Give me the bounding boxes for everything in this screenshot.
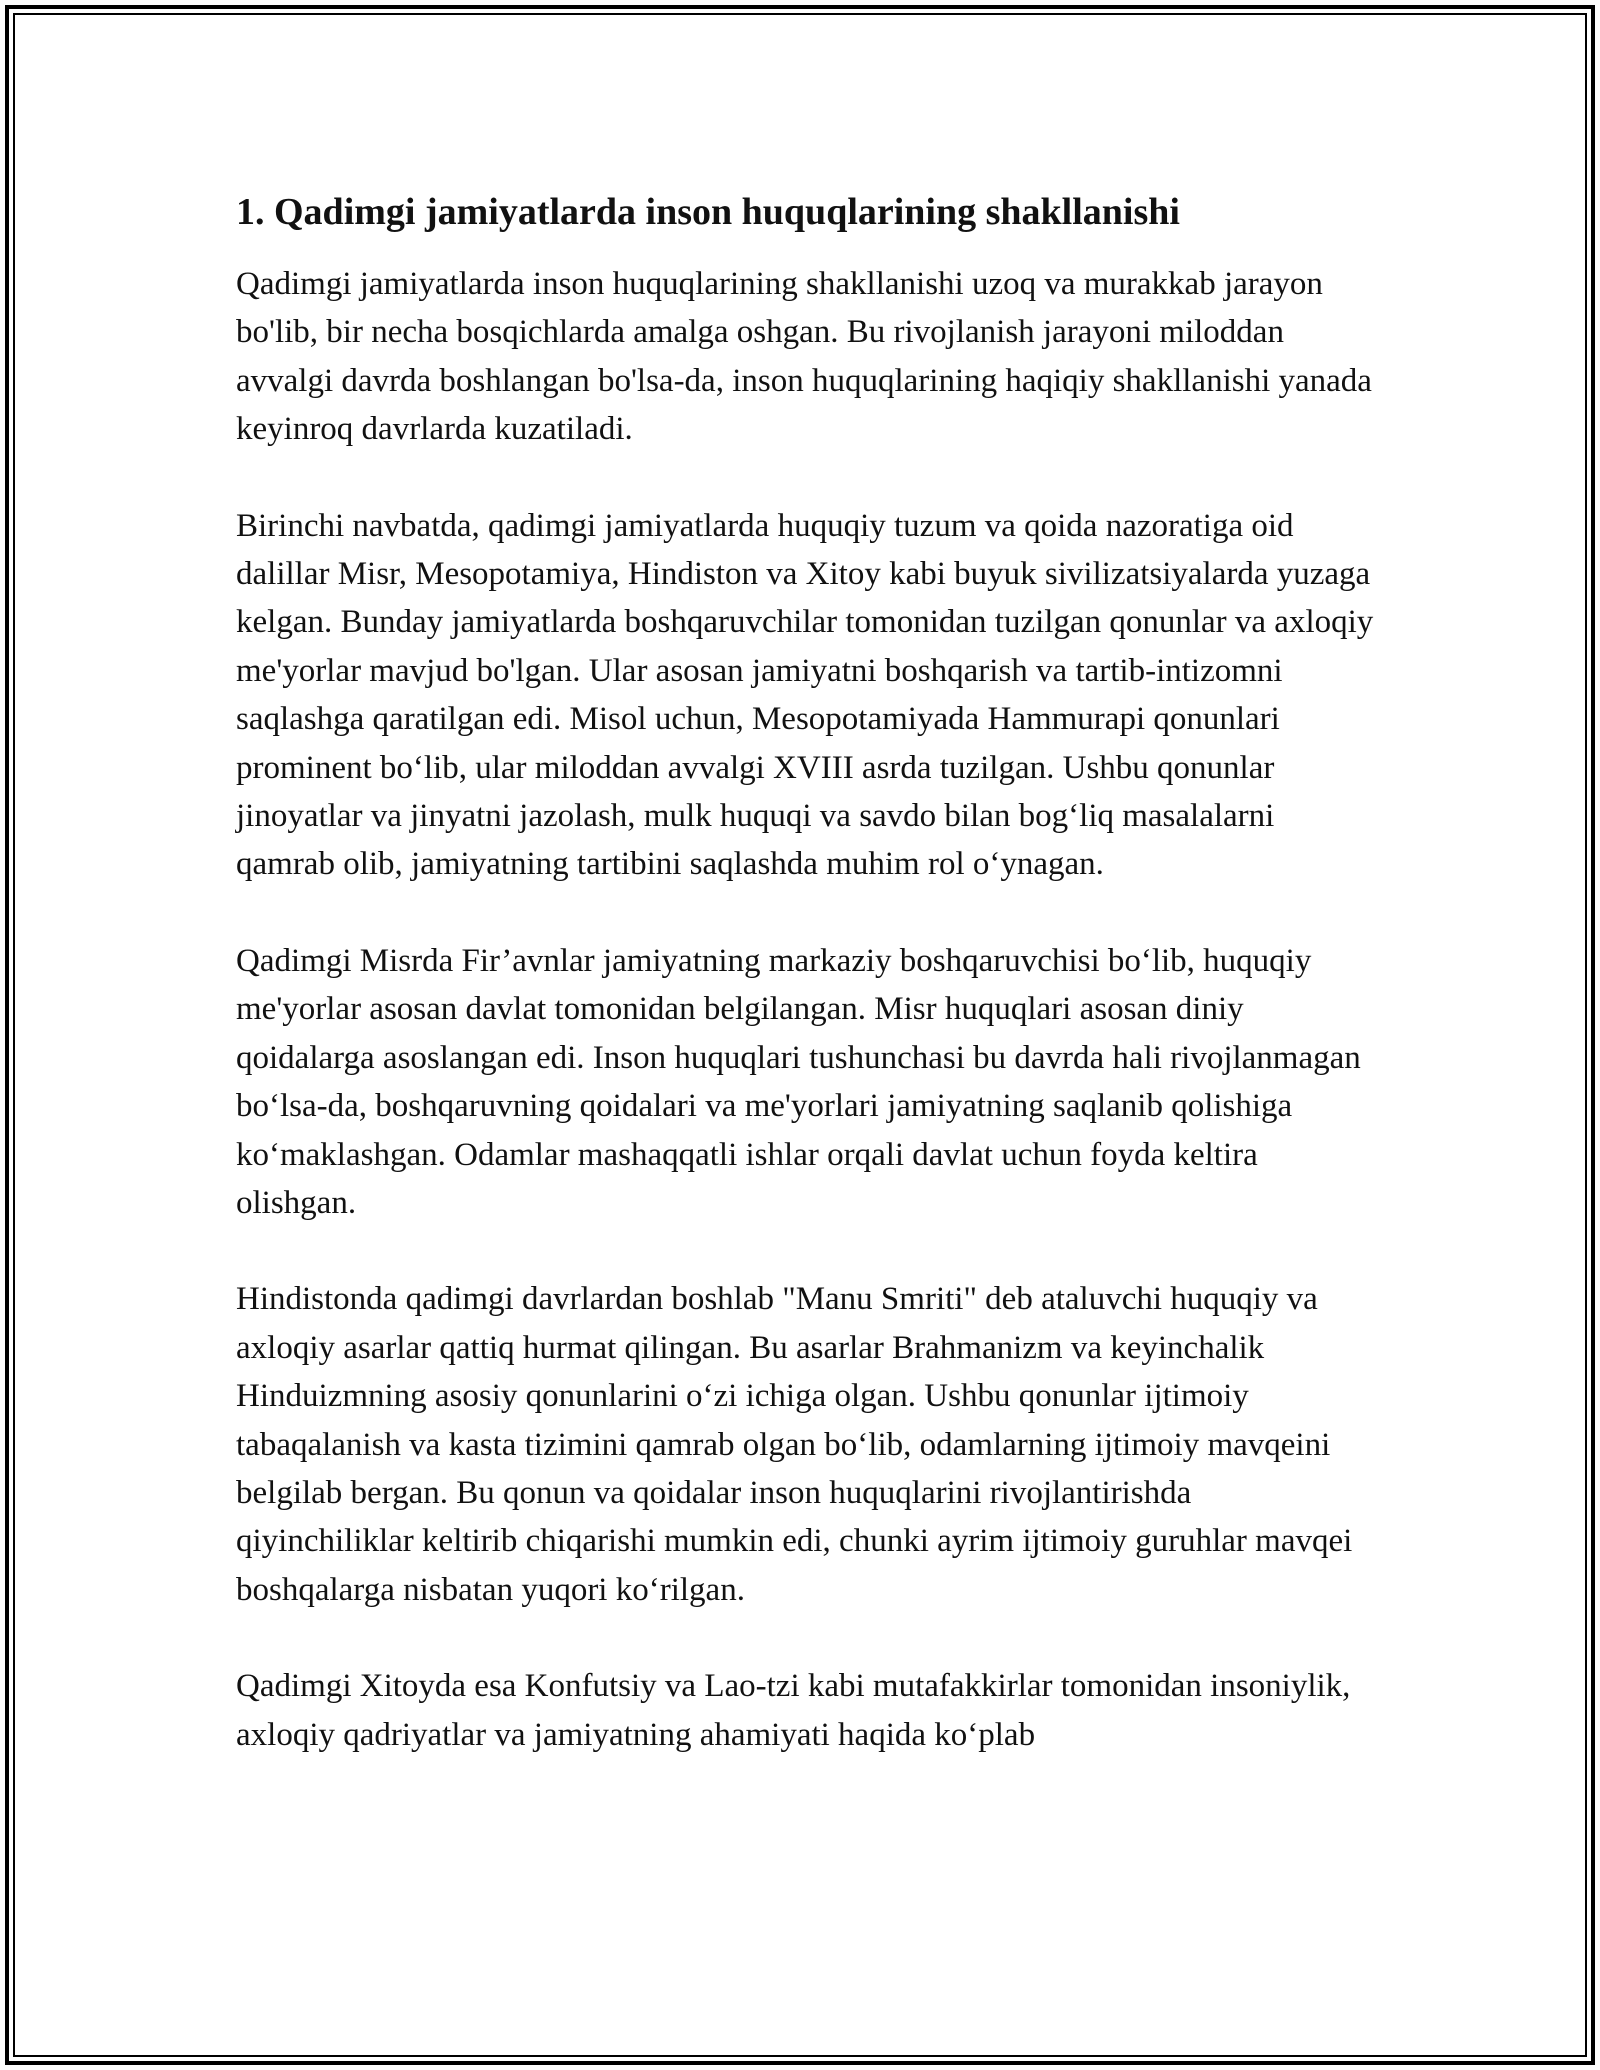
paragraph-civilizations: Birinchi navbatda, qadimgi jamiyatlarda huquqiy tuzum va qoida nazoratiga oid dalillar Misr, Mesopotamiya, Hindiston va Xitoy kabi buyuk sivilizatsiyalarda yuzaga kelgan. Bunday jamiyatlarda boshqaruvchilar tomonidan tuzilgan qonunlar va axloqiy me'yorlar mavjud bo'lgan. Ular asosan jamiyatni boshqarish va tartib-intizomni saqlashga qaratilgan edi. Misol uchun, Mesopotamiyada Hammurapi qonunlari prominent bo‘lib, ular miloddan avvalgi XVIII asrda tuzilgan. Ushbu qonunlar jinoyatlar va jinyatni jazolash, mulk huquqi va savdo bilan bog‘liq masalalarni qamrab olib, jamiyatning tartibini saqlashda muhim rol o‘ynagan.: [236, 507, 1374, 883]
paragraph-egypt: Qadimgi Misrda Fir’avnlar jamiyatning markaziy boshqaruvchisi bo‘lib, huquqiy me'yorlar asosan davlat tomonidan belgilangan. Misr huquqlari asosan diniy qoidalarga asoslangan edi. Inson huquqlari tushunchasi bu davrda hali rivojlanmagan bo‘lsa-da, boshqaruvning qoidalari va me'yorlari jamiyatning saqlanib qolishiga ko‘maklashgan. Odamlar mashaqqatli ishlar orqali davlat uchun foyda keltira olishgan.: [236, 942, 1361, 1221]
paragraph-china: Qadimgi Xitoyda esa Konfutsiy va Lao-tzi kabi mutafakkirlar tomonidan insoniylik, axloqiy qadriyatlar va jamiyatning ahamiyati haqida ko‘plab: [236, 1668, 1351, 1753]
section-heading: 1. Qadimgi jamiyatlarda inson huquqlarining shakllanishi: [236, 191, 1180, 233]
paragraph-india: Hindistonda qadimgi davrlardan boshlab "Manu Smriti" deb ataluvchi huquqiy va axloqiy asarlar qattiq hurmat qilingan. Bu asarlar Brahmanizm va keyinchalik Hinduizmning asosiy qonunlarini o‘zi ichiga olgan. Ushbu qonunlar ijtimoiy tabaqalanish va kasta tizimini qamrab olgan bo‘lib, odamlarning ijtimoiy mavqeini belgilab bergan. Bu qonun va qoidalar inson huquqlarini rivojlantirishda qiyinchiliklar keltirib chiqarishi mumkin edi, chunki ayrim ijtimoiy guruhlar mavqei boshqalarga nisbatan yuqori ko‘rilgan.: [236, 1281, 1353, 1608]
document-body: [236, 184, 1376, 1807]
paragraph-intro: Qadimgi jamiyatlarda inson huquqlarining shakllanishi uzoq va murakkab jarayon bo'lib, bir necha bosqichlarda amalga oshgan. Bu rivojlanish jarayoni miloddan avvalgi davrda boshlangan bo'lsa-da, inson huquqlarining haqiqiy shakllanishi yanada keyinroq davrlarda kuzatiladi.: [236, 266, 1372, 448]
